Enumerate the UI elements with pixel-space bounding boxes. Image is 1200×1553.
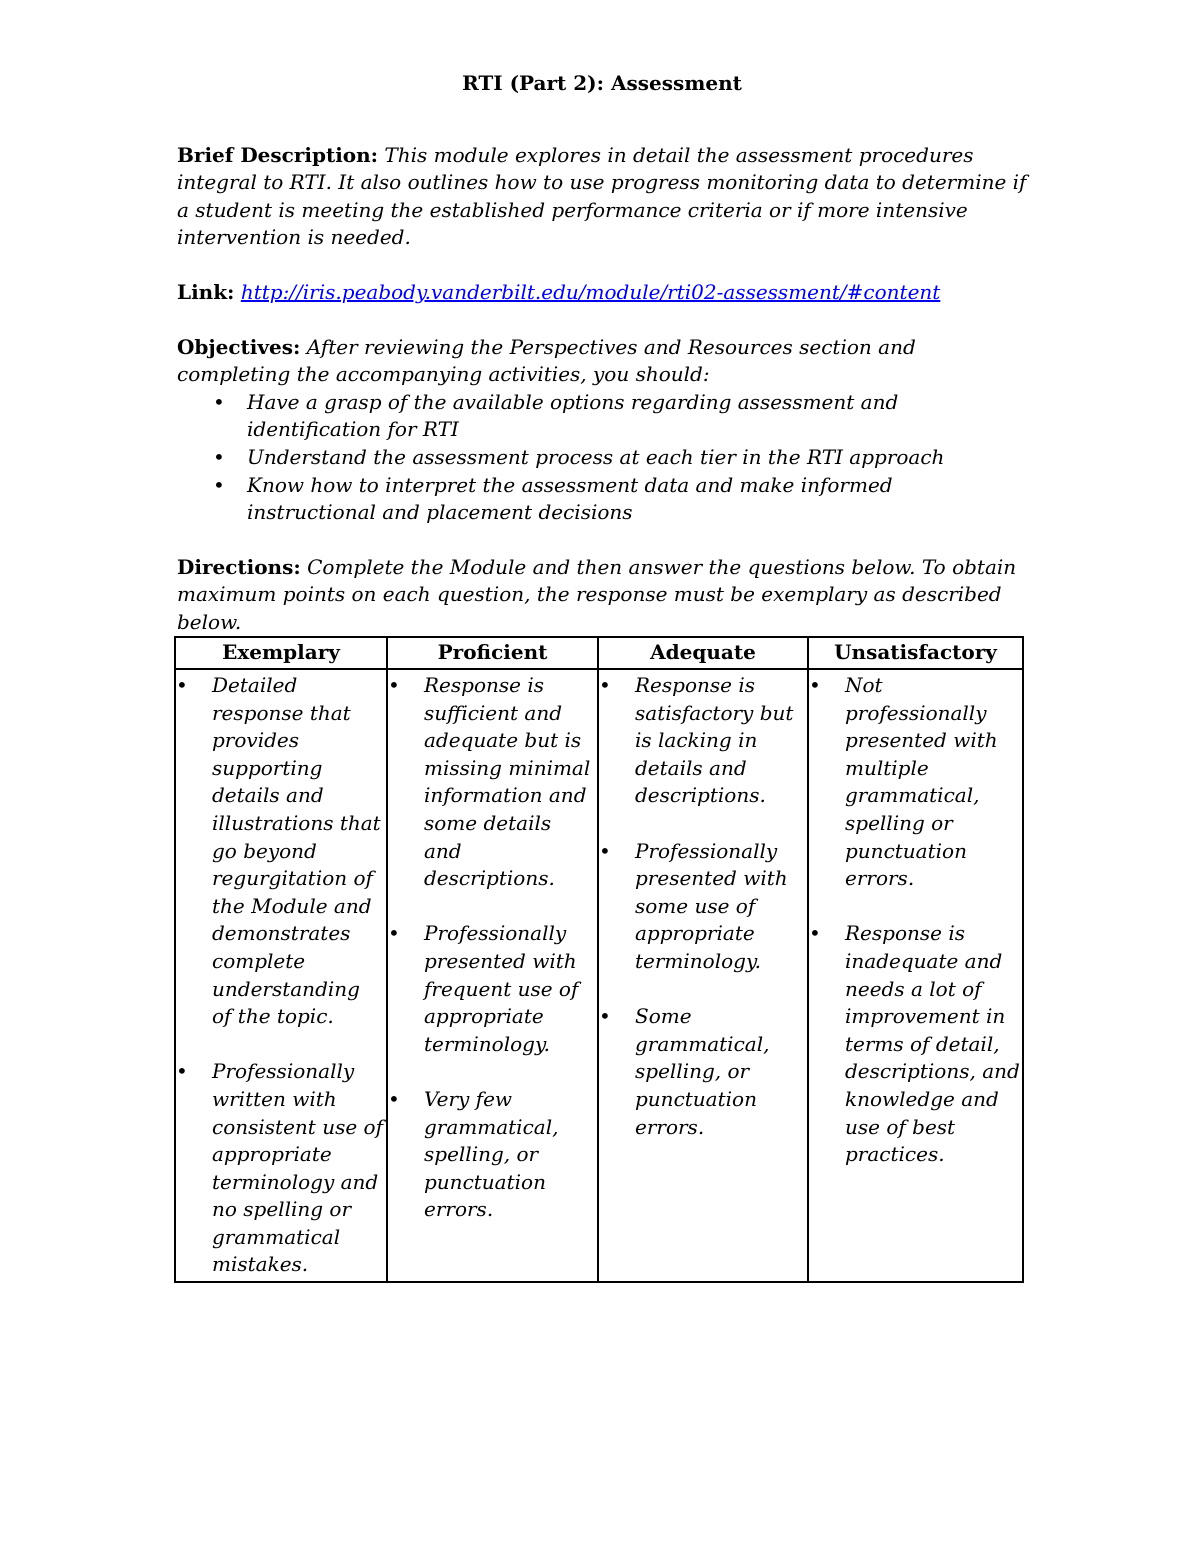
bullet-icon: • bbox=[213, 472, 225, 497]
page-title: RTI (Part 2): Assessment bbox=[462, 71, 742, 95]
proficient-list bbox=[388, 672, 595, 1224]
list-item: • Very few grammatical, spelling, or punctuation errors. bbox=[388, 1086, 559, 1222]
header-unsatisfactory: Unsatisfactory bbox=[808, 637, 1023, 669]
objectives-intro: After reviewing the Perspectives and Resources section and completing the accompanying activities, you should: bbox=[177, 334, 916, 387]
list-item: • Some grammatical, spelling, or punctuation errors. bbox=[599, 1004, 770, 1139]
objectives-list bbox=[177, 389, 1027, 527]
bullet-icon: • bbox=[176, 673, 188, 697]
exemplary-list bbox=[176, 672, 384, 1279]
bullet-icon: • bbox=[388, 673, 400, 697]
rubric-table bbox=[174, 636, 1024, 1283]
rubric-body-row bbox=[175, 669, 1023, 1282]
module-link[interactable]: http://iris.peabody.vanderbilt.edu/module/rti02-assessment/#content bbox=[240, 279, 941, 304]
list-item: • Have a grasp of the available options regarding assessment and identification for RTI bbox=[213, 389, 899, 442]
rubric-header-row bbox=[175, 637, 1023, 669]
bullet-icon: • bbox=[599, 673, 611, 697]
cell-unsatisfactory bbox=[808, 669, 1023, 1282]
bullet-icon: • bbox=[599, 1004, 611, 1029]
bullet-icon: • bbox=[809, 921, 821, 946]
list-item: • Understand the assessment process at each tier in the RTI approach bbox=[177, 444, 1027, 472]
objectives-label: Objectives: bbox=[177, 334, 301, 359]
header-exemplary: Exemplary bbox=[175, 637, 387, 669]
header-proficient: Proficient bbox=[387, 637, 598, 669]
adequate-list bbox=[599, 672, 805, 1141]
brief-description-label: Brief Description: bbox=[177, 142, 379, 167]
header-adequate: Adequate bbox=[598, 637, 808, 669]
cell-adequate bbox=[598, 669, 808, 1282]
bullet-icon: • bbox=[388, 1086, 400, 1111]
bullet-icon: • bbox=[176, 1059, 188, 1084]
list-item: • Response is inadequate and needs a lot of improvement in terms of detail, descriptions, and knowledge and use of best practices. bbox=[809, 921, 1020, 1167]
list-item: • Not professionally presented with multiple grammatical, spelling or punctuation errors. bbox=[809, 673, 998, 891]
list-item: • Professionally written with consistent use of appropriate terminology and no spelling or grammatical mistakes. bbox=[176, 1059, 383, 1277]
bullet-icon: • bbox=[809, 673, 821, 697]
link-label: Link: bbox=[177, 279, 235, 304]
list-item: • Professionally presented with some use of appropriate terminology. bbox=[599, 838, 788, 973]
objectives-section bbox=[177, 334, 1027, 527]
brief-description bbox=[177, 142, 1027, 252]
directions-section bbox=[177, 554, 1027, 637]
document-page bbox=[177, 70, 1027, 637]
bullet-icon: • bbox=[599, 838, 611, 863]
list-item: • Detailed response that provides supporting details and illustrations that go beyond regurgitation of the Module and demonstrates complete understanding of the topic. bbox=[176, 673, 381, 1029]
list-item: • Response is sufficient and adequate but is missing minimal information and some details and descriptions. bbox=[388, 673, 591, 891]
bullet-icon: • bbox=[388, 921, 400, 946]
link-row bbox=[177, 279, 1027, 307]
bullet-icon: • bbox=[213, 389, 225, 414]
cell-proficient bbox=[387, 669, 598, 1282]
bullet-icon: • bbox=[213, 444, 225, 469]
list-item: • Know how to interpret the assessment data and make informed instructional and placement decisions bbox=[213, 472, 893, 525]
directions-label: Directions: bbox=[177, 554, 301, 579]
list-item: • Response is satisfactory but is lacking in details and descriptions. bbox=[599, 673, 794, 808]
unsatisfactory-list bbox=[809, 672, 1020, 1169]
list-item: • Professionally presented with frequent use of appropriate terminology. bbox=[388, 921, 579, 1056]
cell-exemplary bbox=[175, 669, 387, 1282]
brief-description-text: This module explores in detail the assessment procedures integral to RTI. It also outlines how to use progress monitoring data to determine if a student is meeting the established performance criteria or if more intensive intervention is needed. bbox=[177, 142, 1027, 250]
directions-text: Complete the Module and then answer the questions below. To obtain maximum points on each question, the response must be exemplary as described below. bbox=[177, 554, 1017, 634]
